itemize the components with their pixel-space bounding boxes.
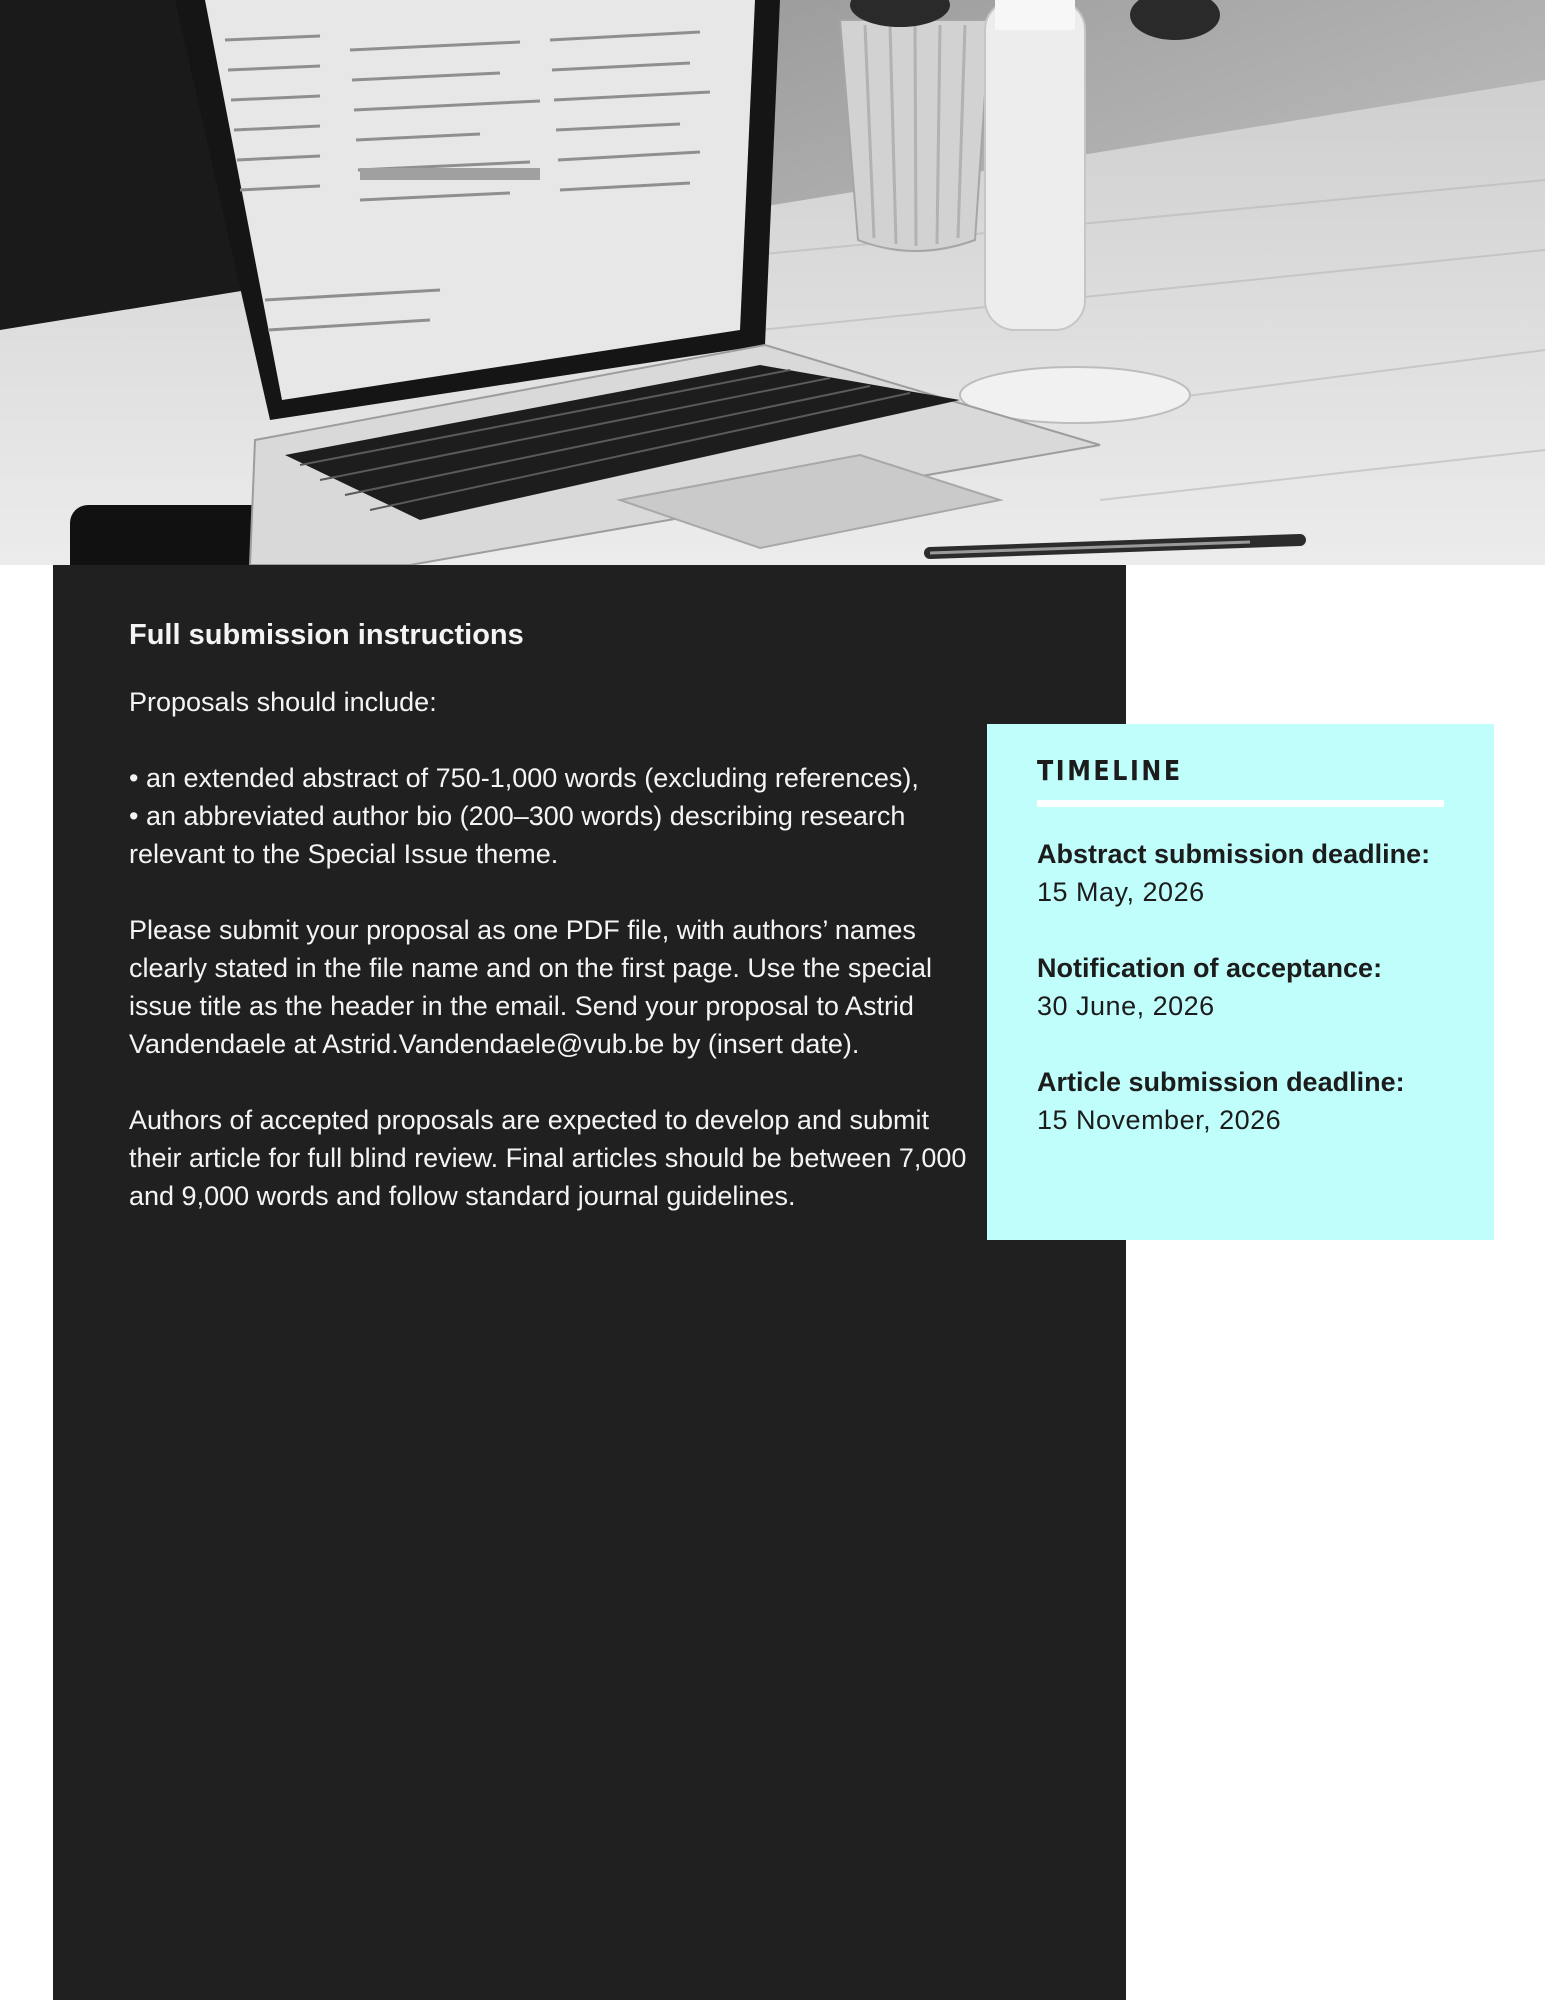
timeline-label: Article submission deadline: [1037,1066,1405,1097]
timeline-label: Notification of acceptance: [1037,952,1383,983]
spacer [129,721,989,759]
timeline-date: 15 November, 2026 [1037,1104,1282,1135]
intro-text: Proposals should include: [129,686,437,717]
submit-paragraph: Please submit your proposal as one PDF file, with authors’ names clearly stated in the file name and on the first page. Use the special issue title as the header in the email. Send your proposal to Astrid Vandendaele at Astrid.Vandendaele@vub.be by (insert date). [129,914,932,1059]
instructions-panel [53,565,1126,2000]
section-title: Full submission instructions [129,619,524,651]
instructions-content [129,617,989,1215]
review-paragraph: Authors of accepted proposals are expected to develop and submit their article for full blind review. Final articles should be between 7,000 and 9,000 words and follow standard journal guidelines. [129,1104,967,1211]
timeline-item [1037,835,1444,911]
hero-photo [0,0,1545,565]
spacer [129,873,989,911]
timeline-label: Abstract submission deadline: [1037,838,1431,869]
bullet-item: • an extended abstract of 750-1,000 words (excluding references), [129,762,919,793]
timeline-date: 15 May, 2026 [1037,876,1205,907]
timeline-item [1037,1063,1444,1139]
timeline-date: 30 June, 2026 [1037,990,1215,1021]
timeline-divider [1037,800,1444,807]
timeline-box [987,724,1494,1240]
bullet-item: • an abbreviated author bio (200–300 words) describing research relevant to the Special Issue theme. [129,800,906,869]
spacer [129,1063,989,1101]
timeline-item [1037,949,1444,1025]
timeline-heading: TIMELINE [1037,754,1183,787]
